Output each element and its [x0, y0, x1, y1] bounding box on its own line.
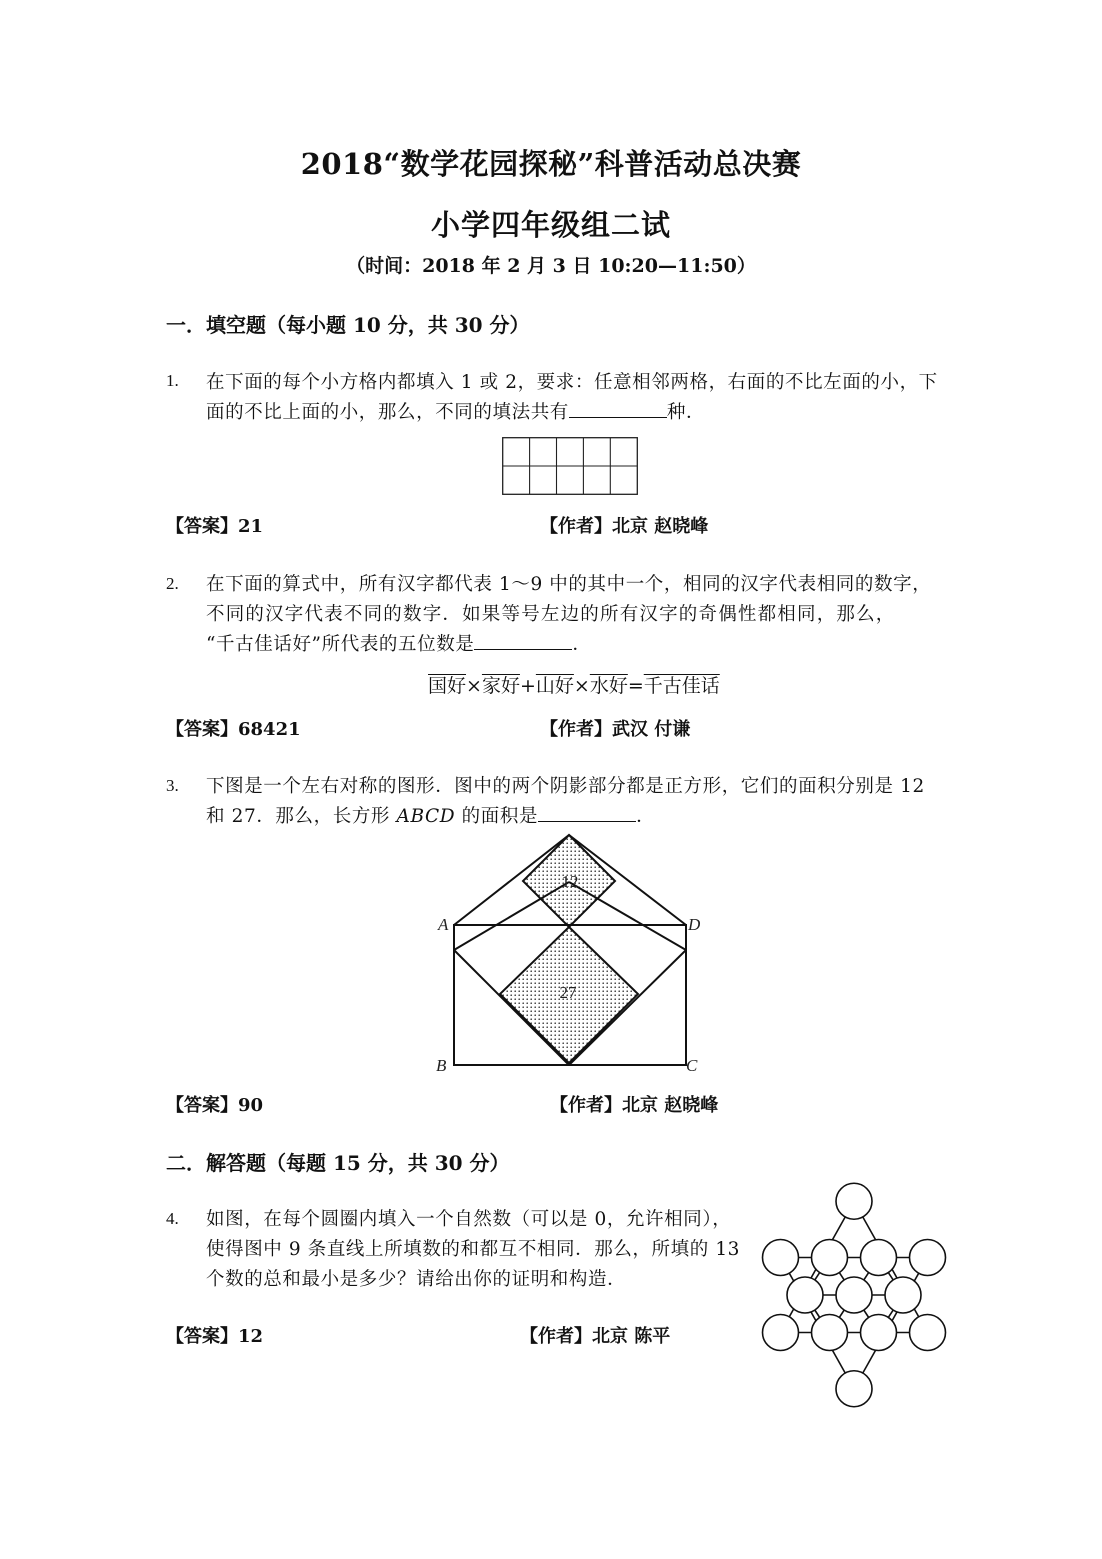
exam-time: （时间：2018 年 2 月 3 日 10:20—11:50）: [346, 255, 756, 277]
answer-blank: [569, 399, 667, 418]
question-text-part: “千古佳话好”所代表的五位数是: [206, 634, 475, 655]
eq-operator: +: [519, 675, 536, 697]
number-circle: [910, 1240, 946, 1276]
section-heading-solution: 二．解答题（每题 15 分，共 30 分）: [166, 1151, 510, 1175]
answer-label: 【答案】12: [166, 1326, 264, 1347]
question-text-part: 和 27．那么，长方形: [206, 806, 397, 827]
question-text: 在下面的每个小方格内都填入 1 或 2，要求：任意相邻两格，右面的不比左面的小，下: [206, 372, 938, 393]
eq-term: 水好: [589, 675, 628, 697]
eq-operator: =: [627, 675, 644, 697]
question-text-part: 种．: [666, 402, 706, 423]
number-circle: [787, 1277, 823, 1313]
number-circle: [812, 1240, 848, 1276]
question-text: 下图是一个左右对称的图形．图中的两个阴影部分都是正方形，它们的面积分别是 12: [206, 776, 925, 797]
question-text: 在下面的算式中，所有汉字都代表 1～9 中的其中一个，相同的汉字代表相同的数字，: [206, 574, 932, 595]
answer-label: 【答案】90: [166, 1095, 264, 1116]
question-text-part: ．: [572, 634, 592, 655]
rect-name: ABCD: [396, 806, 456, 827]
number-circle: [763, 1315, 799, 1351]
question-number: 3.: [166, 776, 179, 795]
answer-label: 【答案】68421: [166, 719, 301, 740]
question-text-part: ．: [636, 806, 656, 827]
page-subtitle: 小学四年级组二试: [430, 208, 671, 242]
diag-line: [454, 882, 569, 950]
eq-operator: ×: [466, 675, 482, 697]
question-text: [206, 802, 655, 828]
star-of-david-figure: [755, 1190, 955, 1410]
geometry-figure: [430, 830, 710, 1080]
question-text: 不同的汉字代表不同的数字．如果等号左边的所有汉字的奇偶性都相同，那么，: [206, 604, 896, 625]
question-number: 2.: [166, 574, 179, 593]
vertex-label-b: B: [436, 1056, 447, 1075]
big-area-label: 27: [559, 983, 577, 1002]
vertex-label-a: A: [438, 915, 449, 934]
question-number: 4.: [166, 1209, 179, 1228]
page-title: 2018“数学花园探秘”科普活动总决赛: [300, 147, 802, 181]
eq-term: 山好: [535, 675, 574, 697]
eq-term: 家好: [481, 675, 520, 697]
grid-figure: [502, 437, 638, 495]
small-area-label: 12: [561, 872, 579, 891]
author-label: 【作者】北京 赵晓峰: [550, 1095, 719, 1116]
number-circle: [836, 1277, 872, 1313]
question-text: [206, 398, 705, 424]
number-circle: [836, 1183, 872, 1219]
author-label: 【作者】北京 赵晓峰: [540, 516, 709, 537]
number-circle: [836, 1371, 872, 1407]
section-heading-fill-in: 一．填空题（每小题 10 分，共 30 分）: [166, 313, 530, 337]
answer-blank: [538, 803, 636, 822]
eq-term: 国好: [428, 675, 467, 697]
question-text: [206, 630, 592, 656]
number-circle: [763, 1240, 799, 1276]
question-text-part: 面的不比上面的小，那么，不同的填法共有: [206, 402, 569, 423]
author-label: 【作者】武汉 付谦: [540, 719, 691, 740]
question-number: 1.: [166, 371, 179, 390]
equation: [428, 671, 720, 698]
number-circle: [812, 1315, 848, 1351]
number-circle: [885, 1277, 921, 1313]
eq-operator: ×: [573, 675, 590, 697]
diag-line: [569, 882, 686, 950]
number-circle: [861, 1240, 897, 1276]
question-text-part: 的面积是: [455, 806, 539, 827]
answer-blank: [474, 631, 572, 650]
answer-label: 【答案】21: [166, 516, 264, 537]
number-circle: [861, 1315, 897, 1351]
vertex-label-c: C: [686, 1056, 698, 1075]
number-circle: [910, 1315, 946, 1351]
question-text: 个数的总和最小是多少？请给出你的证明和构造．: [206, 1269, 627, 1290]
question-text: 使得图中 9 条直线上所填数的和都互不相同．那么，所填的 13: [206, 1239, 741, 1260]
question-text: 如图，在每个圆圈内填入一个自然数（可以是 0，允许相同），: [206, 1209, 732, 1230]
eq-term: 千古佳话: [643, 675, 720, 697]
author-label: 【作者】北京 陈平: [520, 1326, 671, 1347]
vertex-label-d: D: [688, 915, 701, 934]
